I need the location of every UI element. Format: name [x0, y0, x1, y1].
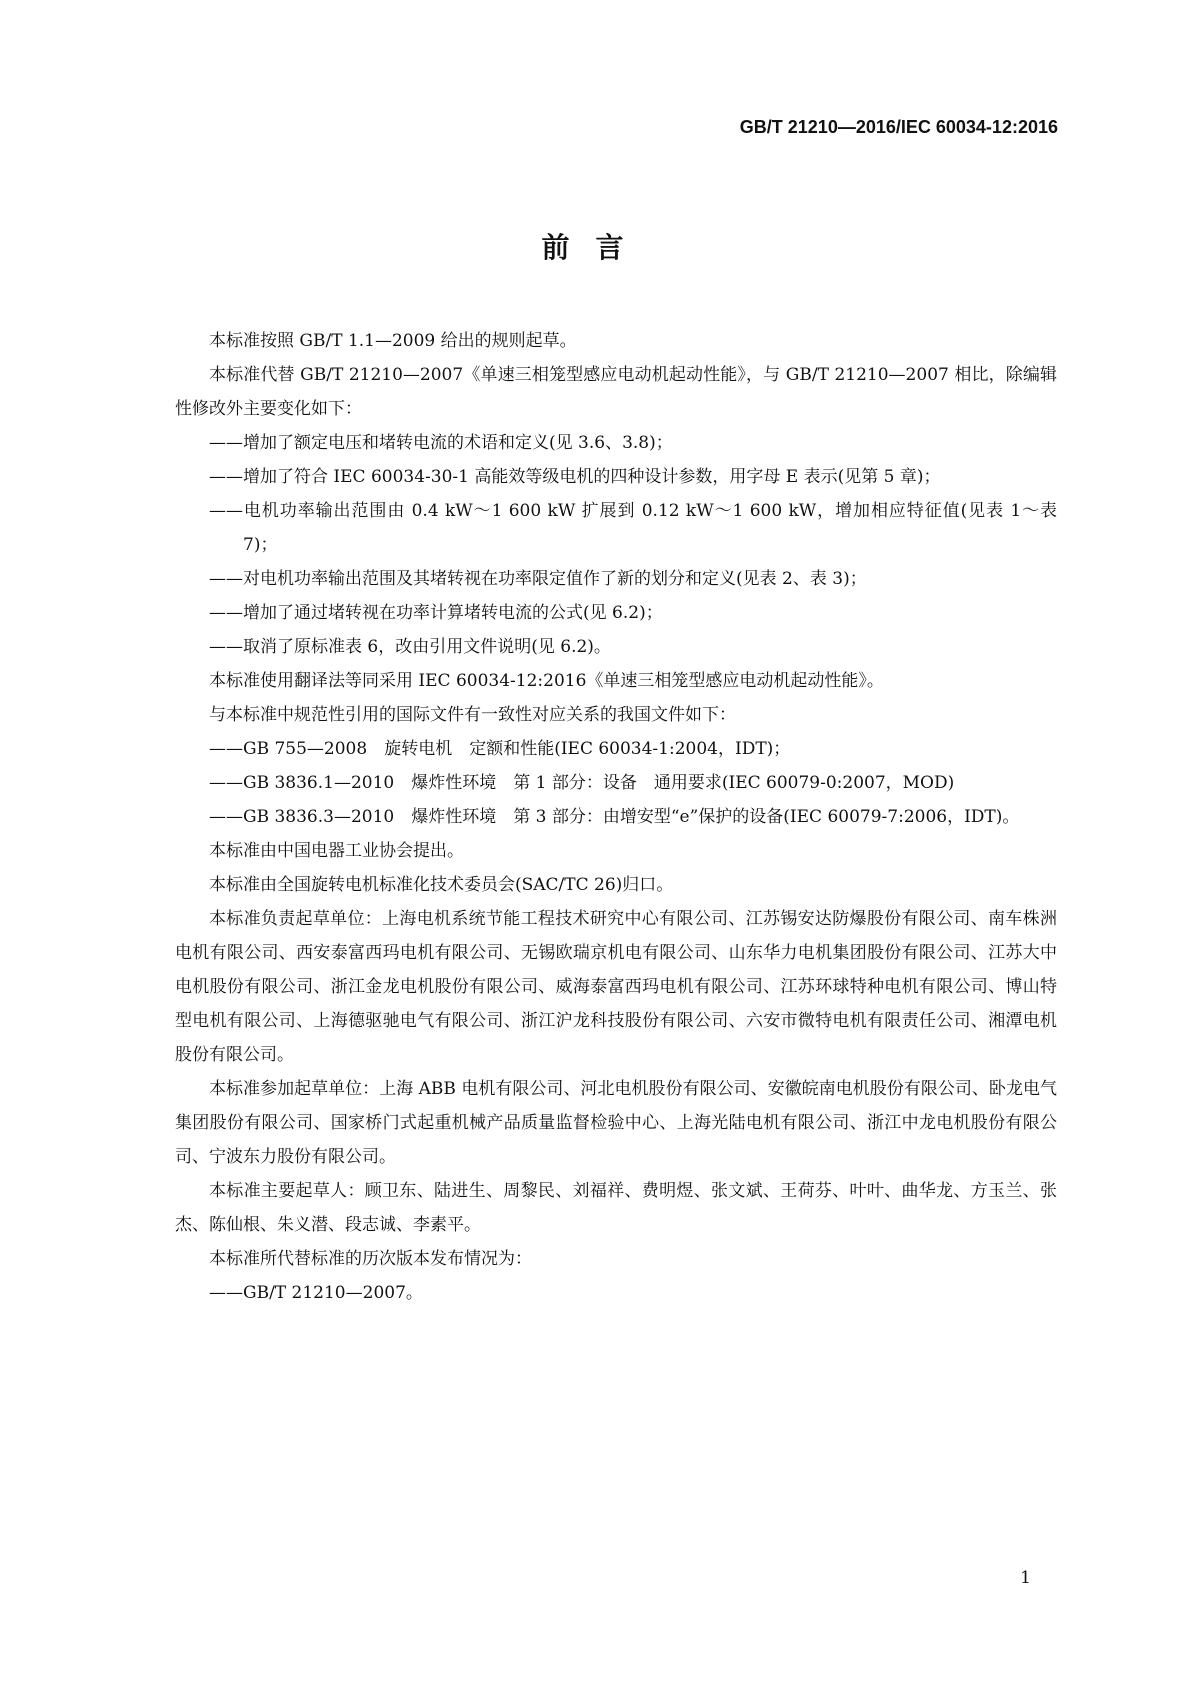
list-item-text: ——增加了符合 IEC 60034-30-1 高能效等级电机的四种设计参数，用字母 E 表示(见第 5 章)；	[209, 467, 941, 487]
list-item-text: ——对电机功率输出范围及其堵转视在功率限定值作了新的划分和定义(见表 2、表 3)；	[209, 569, 867, 589]
list-item	[175, 630, 1057, 664]
paragraph: 与本标准中规范性引用的国际文件有一致性对应关系的我国文件如下：	[209, 705, 736, 725]
document-body	[175, 324, 1057, 1310]
list-item	[175, 494, 1057, 562]
list-item	[175, 596, 1057, 630]
paragraph: 本标准参加起草单位：上海 ABB 电机有限公司、河北电机股份有限公司、安徽皖南电机股份有限公司、卧龙电气集团股份有限公司、国家桥门式起重机械产品质量监督检验中心、上海光陆电机有限公司、浙江中龙电机股份有限公司、宁波东力股份有限公司。	[175, 1079, 1057, 1167]
list-item	[175, 562, 1057, 596]
paragraph: 本标准按照 GB/T 1.1—2009 给出的规则起草。	[209, 331, 577, 351]
list-item-text: ——取消了原标准表 6，改由引用文件说明(见 6.2)。	[209, 637, 611, 657]
list-item-text: ——GB/T 21210—2007。	[209, 1283, 423, 1303]
paragraph: 本标准负责起草单位：上海电机系统节能工程技术研究中心有限公司、江苏锡安达防爆股份有限公司、南车株洲电机有限公司、西安泰富西玛电机有限公司、无锡欧瑞京机电有限公司、山东华力电机集团股份有限公司、江苏大中电机股份有限公司、浙江金龙电机股份有限公司、威海泰富西玛电机有限公司、江苏环球特种电机有限公司、博山特型电机有限公司、上海德驱驰电气有限公司、浙江沪龙科技股份有限公司、六安市微特电机有限责任公司、湘潭电机股份有限公司。	[175, 909, 1057, 1065]
paragraph: 本标准由全国旋转电机标准化技术委员会(SAC/TC 26)归口。	[209, 875, 674, 895]
list-item-text: ——增加了额定电压和堵转电流的术语和定义(见 3.6、3.8)；	[209, 433, 673, 453]
list-item	[175, 800, 1057, 834]
list-item	[175, 1276, 1057, 1310]
paragraph: 本标准主要起草人：顾卫东、陆进生、周黎民、刘福祥、费明煜、张文斌、王荷芬、叶叶、曲华龙、方玉兰、张杰、陈仙根、朱义潜、段志诚、李素平。	[175, 1181, 1057, 1235]
paragraph: 本标准代替 GB/T 21210—2007《单速三相笼型感应电动机起动性能》，与 GB/T 21210—2007 相比，除编辑性修改外主要变化如下：	[175, 365, 1057, 419]
list-item-text: ——增加了通过堵转视在功率计算堵转电流的公式(见 6.2)；	[209, 603, 663, 623]
paragraph: 本标准由中国电器工业协会提出。	[209, 841, 464, 861]
list-item-text: ——GB 3836.3—2010 爆炸性环境 第 3 部分：由增安型“e”保护的设备(IEC 60079-7:2006，IDT)。	[209, 807, 1020, 827]
list-item	[175, 426, 1057, 460]
page-number: 1	[1020, 1568, 1031, 1588]
list-item	[175, 766, 1057, 800]
paragraph: 本标准使用翻译法等同采用 IEC 60034-12:2016《单速三相笼型感应电动机起动性能》。	[209, 671, 884, 691]
standard-number-header: GB/T 21210—2016/IEC 60034-12:2016	[739, 117, 1058, 137]
list-item-text: ——电机功率输出范围由 0.4 kW～1 600 kW 扩展到 0.12 kW～1 600 kW，增加相应特征值(见表 1～表 7)；	[209, 501, 1057, 555]
page-title: 前言	[541, 231, 650, 264]
list-item	[175, 460, 1057, 494]
list-item-text: ——GB 3836.1—2010 爆炸性环境 第 1 部分：设备 通用要求(IEC 60079-0:2007，MOD)	[209, 773, 955, 793]
list-item-text: ——GB 755—2008 旋转电机 定额和性能(IEC 60034-1:2004，IDT)；	[209, 739, 791, 759]
paragraph: 本标准所代替标准的历次版本发布情况为：	[209, 1249, 532, 1269]
list-item	[175, 732, 1057, 766]
